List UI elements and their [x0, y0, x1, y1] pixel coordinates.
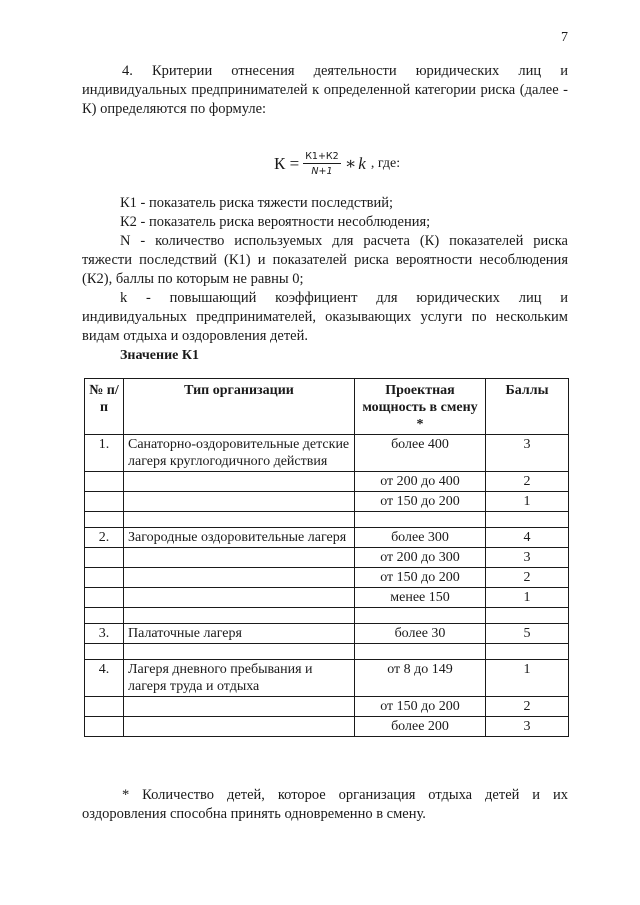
table-row [85, 697, 569, 717]
cell-num [85, 512, 124, 528]
risk-formula [274, 146, 494, 182]
cell-capacity: от 150 до 200 [355, 568, 486, 588]
table-row [85, 528, 569, 548]
formula-numerator: К1+К2 [305, 151, 339, 162]
cell-num [85, 644, 124, 660]
cell-type: Лагеря дневного пребывания и лагеря труда и отдыха [124, 660, 355, 697]
cell-type [124, 588, 355, 608]
cell-capacity: от 8 до 149 [355, 660, 486, 697]
table-title: Значение К1 [120, 348, 200, 363]
cell-points: 2 [486, 472, 569, 492]
cell-points: 1 [486, 660, 569, 697]
cell-points: 2 [486, 568, 569, 588]
cell-capacity: от 200 до 400 [355, 472, 486, 492]
header-capacity: Проектная мощность в смену * [355, 379, 486, 435]
cell-num: 4. [85, 660, 124, 697]
cell-num [85, 492, 124, 512]
definition-n: N - количество используемых для расчета (К) показателей риска тяжести последствий (К1) и показателей риска вероятности несоблюдения (К2), баллы по которым не равны 0; [82, 233, 568, 287]
table-spacer-row [85, 644, 569, 660]
footnote-text: * Количество детей, которое организация отдыха детей и их оздоровления способна принять одновременно в смену. [82, 787, 568, 822]
cell-capacity [355, 644, 486, 660]
definitions-list [82, 194, 568, 346]
cell-type [124, 697, 355, 717]
formula-fraction [303, 151, 341, 177]
cell-points [486, 608, 569, 624]
cell-num [85, 697, 124, 717]
table-row [85, 568, 569, 588]
cell-points [486, 512, 569, 528]
cell-type [124, 492, 355, 512]
cell-capacity: более 200 [355, 717, 486, 737]
header-type: Тип организации [124, 379, 355, 435]
cell-type: Загородные оздоровительные лагеря [124, 528, 355, 548]
cell-points: 5 [486, 624, 569, 644]
page-number: 7 [561, 30, 568, 45]
cell-points: 3 [486, 717, 569, 737]
cell-points: 3 [486, 548, 569, 568]
cell-type [124, 644, 355, 660]
header-points: Баллы [486, 379, 569, 435]
formula-lhs: К = [274, 154, 300, 173]
cell-num: 3. [85, 624, 124, 644]
cell-capacity: менее 150 [355, 588, 486, 608]
table-spacer-row [85, 608, 569, 624]
cell-type: Санаторно-оздоровительные детские лагеря круглогодичного действия [124, 435, 355, 472]
k1-table [84, 378, 569, 737]
cell-num [85, 717, 124, 737]
cell-capacity: более 400 [355, 435, 486, 472]
definition-k: k - повышающий коэффициент для юридических лиц и индивидуальных предпринимателей, оказывающих услуги по нескольким видам отдыха и оздоровления детей. [82, 290, 568, 344]
cell-capacity: от 200 до 300 [355, 548, 486, 568]
cell-capacity: более 30 [355, 624, 486, 644]
cell-num [85, 472, 124, 492]
table-row [85, 624, 569, 644]
cell-capacity: от 150 до 200 [355, 492, 486, 512]
cell-capacity: от 150 до 200 [355, 697, 486, 717]
cell-points: 1 [486, 588, 569, 608]
table-header-row [85, 379, 569, 435]
header-num: № п/п [85, 379, 124, 435]
definition-k2: К2 - показатель риска вероятности несоблюдения; [120, 214, 431, 230]
intro-paragraph [82, 62, 568, 119]
table-body [85, 435, 569, 737]
table-row [85, 588, 569, 608]
cell-num [85, 568, 124, 588]
cell-points: 2 [486, 697, 569, 717]
cell-num [85, 608, 124, 624]
cell-type: Палаточные лагеря [124, 624, 355, 644]
cell-points: 3 [486, 435, 569, 472]
cell-capacity: более 300 [355, 528, 486, 548]
table-row [85, 435, 569, 472]
cell-type [124, 472, 355, 492]
table-row [85, 660, 569, 697]
cell-type [124, 548, 355, 568]
formula-factor: k [358, 154, 366, 173]
cell-capacity [355, 608, 486, 624]
formula-suffix: , где: [370, 156, 401, 171]
formula-denominator: N+1 [311, 166, 333, 177]
table-row [85, 472, 569, 492]
cell-points: 4 [486, 528, 569, 548]
cell-points: 1 [486, 492, 569, 512]
table-row [85, 492, 569, 512]
cell-type [124, 717, 355, 737]
table-row [85, 717, 569, 737]
intro-text: 4. Критерии отнесения деятельности юридических лиц и индивидуальных предпринимателей к определенной категории риска (далее - К) определяются по формуле: [82, 63, 568, 117]
footnote [82, 786, 568, 824]
table-row [85, 548, 569, 568]
cell-num [85, 588, 124, 608]
cell-type [124, 608, 355, 624]
cell-type [124, 568, 355, 588]
cell-num [85, 548, 124, 568]
cell-type [124, 512, 355, 528]
cell-num: 1. [85, 435, 124, 472]
definition-k1: К1 - показатель риска тяжести последствий; [120, 195, 394, 211]
cell-points [486, 644, 569, 660]
cell-num: 2. [85, 528, 124, 548]
cell-capacity [355, 512, 486, 528]
table-spacer-row [85, 512, 569, 528]
formula-operator: ∗ [344, 154, 357, 173]
